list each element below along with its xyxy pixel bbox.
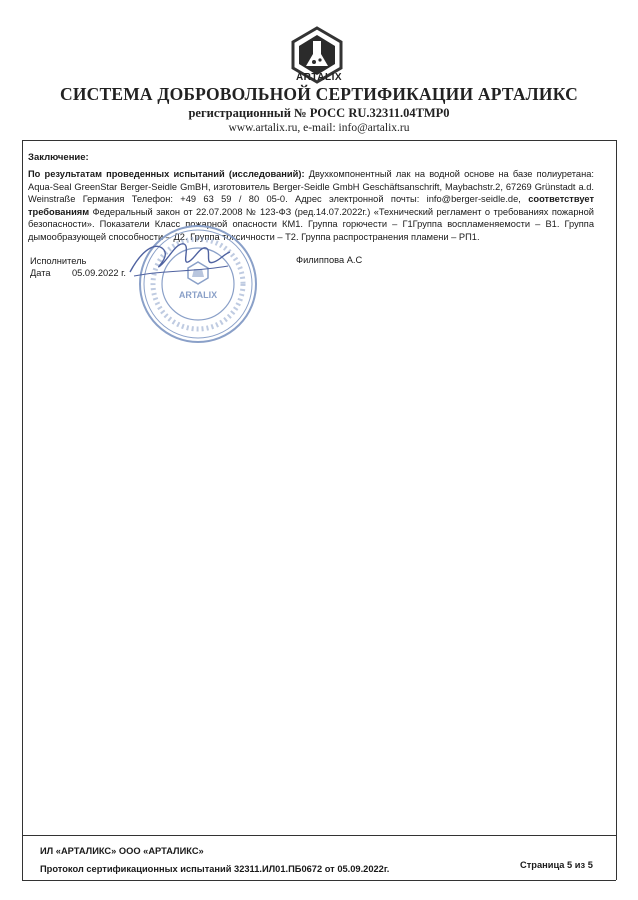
results-text-part2: Федеральный закон от 22.07.2008 № 123-ФЗ (ред.14.07.2022г.) «Технический регламент о требованиях пожарной безопасности». Показатели Класс пожарной опасности КМ1. Группа горючести – Г1Группа воспламеняемости – В1. Группа дымообразующей способности – Д2. Группа токсичности – Т2. Группа распространения пламени – РП1. — [28, 206, 594, 242]
conclusion-heading: Заключение: — [28, 152, 89, 163]
footer-organization: ИЛ «АРТАЛИКС» ООО «АРТАЛИКС» — [40, 846, 204, 856]
page-number: Страница 5 из 5 — [520, 860, 593, 870]
executor-label: Исполнитель — [30, 256, 87, 266]
date-label: Дата — [30, 268, 51, 278]
results-label: По результатам проведенных испытаний (исследований): — [28, 169, 305, 179]
brand-name: ARTALIX — [295, 72, 343, 83]
signature-icon — [124, 236, 234, 282]
registration-number: регистрационный № РОСС RU.32311.04ТМР0 — [188, 106, 450, 120]
stamp-text: ARTALIX — [178, 290, 218, 300]
contacts-line: www.artalix.ru, e-mail: info@artalix.ru — [228, 122, 410, 134]
conclusion-paragraph — [28, 168, 594, 244]
results-text-part1: Двухкомпонентный лак на водной основе на базе полиуретана: Aqua-Seal GreenStar Berger-Seidle GmBH, изготовитель Berger-Seidle GmbH Geschäftsanschrift, Maybachstr.2, 67269 Grünstadt a.d. Weinstraße Германия Телефон: +49 63 59 / 80 05-0. Адрес электронной почты: info@berger-seidle.de, — [28, 169, 594, 205]
frame-left-border — [22, 140, 23, 880]
signer-name: Филиппова А.С — [296, 255, 363, 265]
header-divider — [22, 140, 616, 141]
footer-divider — [22, 835, 616, 836]
footer-protocol: Протокол сертификационных испытаний 32311.ИЛ01.ПБ0672 от 05.09.2022г. — [40, 864, 390, 874]
date-value: 05.09.2022 г. — [72, 268, 126, 278]
complies-label: соответствует требованиям — [28, 194, 594, 217]
frame-bottom-border — [22, 880, 616, 881]
system-title: СИСТЕМА ДОБРОВОЛЬНОЙ СЕРТИФИКАЦИИ АРТАЛИКС — [59, 84, 579, 104]
frame-right-border — [616, 140, 617, 880]
